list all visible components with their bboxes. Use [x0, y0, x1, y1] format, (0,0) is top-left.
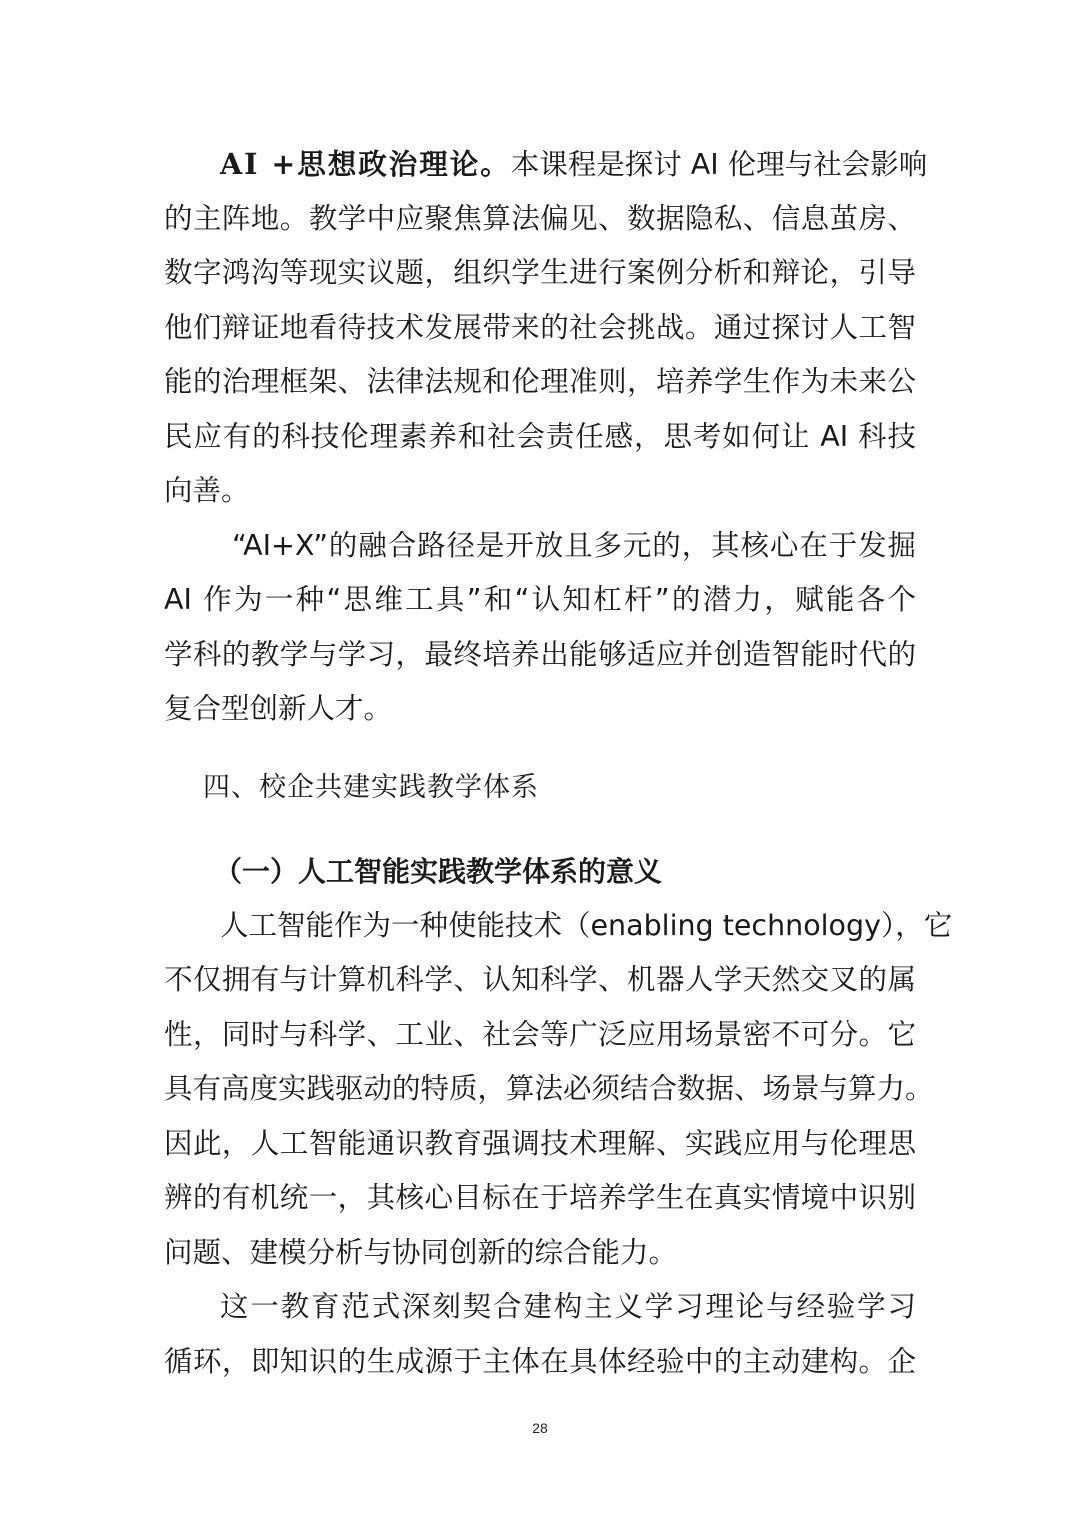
page-number: 28 [532, 1420, 548, 1436]
paragraph-4-line-1: 这一教育范式深刻契合建构主义学习理论与经验学习 [220, 1290, 916, 1323]
paragraph-2-line-3: 学科的教学与学习，最终培养出能够适应并创造智能时代的 [164, 638, 916, 671]
paragraph-3-line-7: 问题、建模分析与协同创新的综合能力。 [164, 1236, 678, 1269]
section-heading: 四、校企共建实践教学体系 [203, 772, 539, 803]
paragraph-1-line-2: 的主阵地。教学中应聚焦算法偏见、数据隐私、信息茧房、 [164, 202, 916, 235]
paragraph-1-lead: AI +思想政治理论。 [220, 147, 511, 181]
paragraph-3-line-3: 性，同时与科学、工业、社会等广泛应用场景密不可分。它 [164, 1018, 916, 1051]
paragraph-3-line-4: 具有高度实践驱动的特质，算法必须结合数据、场景与算力。 [164, 1072, 934, 1105]
paragraph-1-line-5: 能的治理框架、法律法规和伦理准则，培养学生作为未来公 [164, 365, 916, 398]
paragraph-2-line-2: AI 作为一种“思维工具”和“认知杠杆”的潜力，赋能各个 [164, 583, 916, 616]
paragraph-1-line-6: 民应有的科技伦理素养和社会责任感，思考如何让 AI 科技 [164, 420, 916, 453]
paragraph-1-line-7: 向善。 [164, 474, 250, 507]
paragraph-1-line-3: 数字鸿沟等现实议题，组织学生进行案例分析和辩论，引导 [164, 256, 916, 289]
paragraph-1-line-4: 他们辩证地看待技术发展带来的社会挑战。通过探讨人工智 [164, 311, 916, 344]
paragraph-1-line-1 [220, 144, 928, 185]
paragraph-4-line-2: 循环，即知识的生成源于主体在具体经验中的主动建构。企 [164, 1345, 916, 1378]
paragraph-2-line-1: “AI+X”的融合路径是开放且多元的，其核心在于发掘 [232, 529, 916, 562]
paragraph-2-line-4: 复合型创新人才。 [164, 692, 393, 725]
paragraph-3-line-5: 因此，人工智能通识教育强调技术理解、实践应用与伦理思 [164, 1127, 916, 1160]
paragraph-3-line-6: 辨的有机统一，其核心目标在于培养学生在真实情境中识别 [164, 1181, 916, 1214]
paragraph-3-line-1: 人工智能作为一种使能技术（enabling technology），它 [220, 909, 953, 942]
subsection-heading: （一）人工智能实践教学体系的意义 [214, 855, 663, 888]
paragraph-3-line-2: 不仅拥有与计算机科学、认知科学、机器人学天然交叉的属 [164, 963, 916, 996]
paragraph-1-line-1-text: 本课程是探讨 AI 伦理与社会影响 [510, 148, 928, 181]
